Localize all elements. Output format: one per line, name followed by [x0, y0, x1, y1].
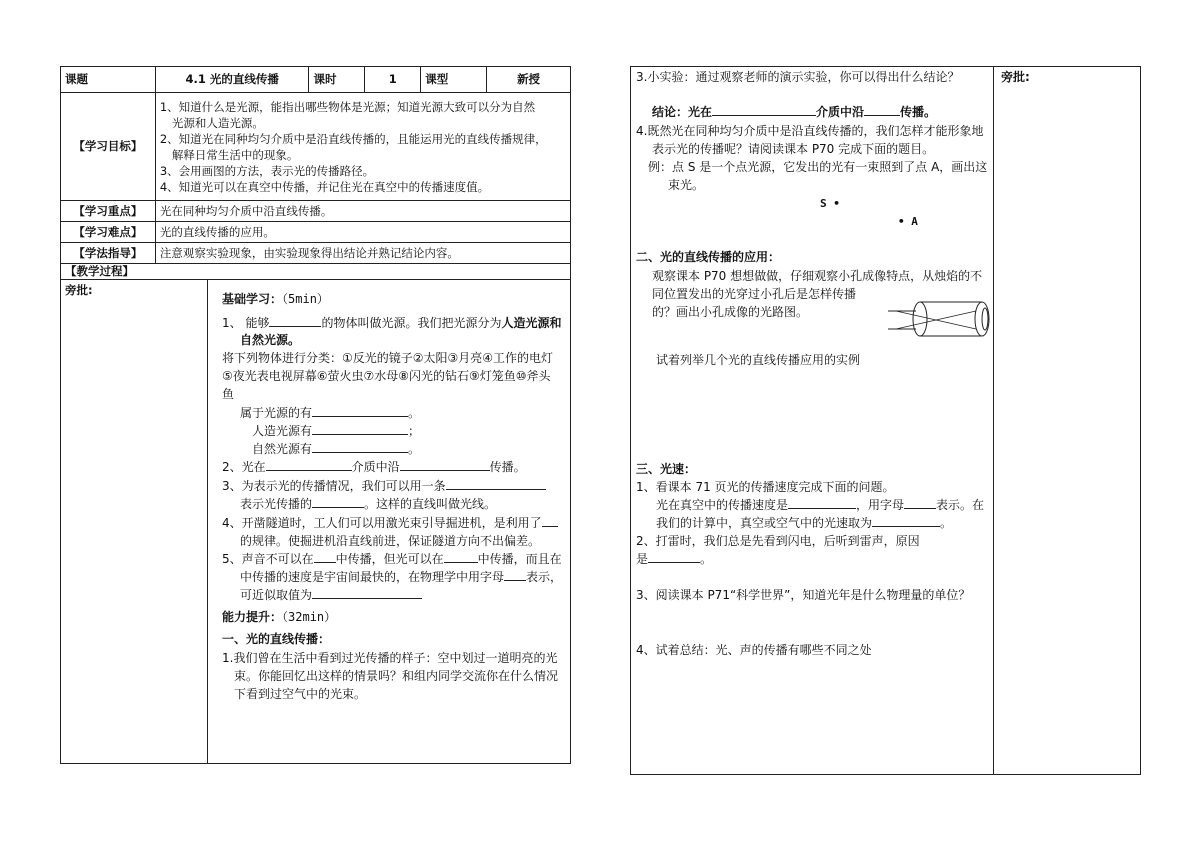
blank[interactable] [712, 103, 816, 116]
application-line-3: 的？画出小孔成像的光路图。 [652, 305, 809, 319]
application-examples: 试着列举几个光的直线传播应用的实例 [656, 353, 861, 367]
classify-line-3: 鱼 [222, 387, 235, 401]
goals-label: 【学习目标】 [61, 93, 156, 201]
blank[interactable] [788, 496, 856, 509]
blank[interactable] [446, 477, 546, 490]
goal-line: 光源和人造光源。 [171, 115, 264, 130]
conclusion-line: 结论：光在 介质中沿 传播。 [652, 105, 937, 119]
blank[interactable] [266, 458, 352, 471]
example-line: 例：点 S 是一个点光源，它发出的光有一束照到了点 A，画出这 [648, 160, 988, 174]
section-1-q1-cont2: 下看到过空气中的光束。 [234, 687, 367, 701]
blank[interactable] [269, 314, 321, 327]
header-row [61, 67, 571, 93]
pinhole-camera-illustration [886, 297, 996, 341]
header-key-topic: 课题 [61, 67, 156, 93]
artificial-source-list: 人造光源有 ； [252, 424, 421, 438]
question-5: 5、声音不可以在 中传播，但光可以在 中传播，而且在 [222, 552, 562, 566]
blank[interactable] [444, 550, 478, 563]
goals-row [61, 93, 571, 201]
classify-line-2: ⑤夜光表电视屏幕⑥萤火虫⑦水母⑧闪光的钻石⑨灯笼鱼⑩斧头 [222, 369, 551, 383]
header-key-period: 课时 [309, 67, 365, 93]
right-side-note-label: 旁批: [1001, 70, 1030, 84]
goal-line: 2、知道光在同种均匀介质中是沿直线传播的，且能运用光的直线传播规律， [159, 131, 547, 146]
goal-line: 1、知道什么是光源，能指出哪些物体是光源；知道光源大致可以分为自然 [159, 99, 536, 114]
method-text: 注意观察实验现象，由实验现象得出结论并熟记结论内容。 [155, 243, 570, 264]
section-1-title: 一、光的直线传播： [222, 632, 331, 646]
header-period: 1 [365, 67, 421, 93]
side-note-column [61, 280, 208, 764]
blank[interactable] [904, 496, 936, 509]
question-5-value: 可近似取值为 [240, 586, 422, 604]
question-3: 3、为表示光的传播情况，我们可以用一条 [222, 477, 546, 495]
blank[interactable] [314, 550, 336, 563]
header-key-type: 课型 [421, 67, 487, 93]
basic-time: （5min） [282, 292, 329, 306]
question-4-right: 4.既然光在同种均匀介质中是沿直线传播的，我们怎样才能形象地 [636, 124, 984, 138]
goal-line: 4、知道光可以在真空中传播，并记住光在真空中的传播速度值。 [159, 179, 490, 194]
question-2: 2、光在 介质中沿 传播。 [222, 460, 526, 474]
goals-text [155, 93, 570, 201]
process-label: 【教学过程】 [61, 264, 571, 280]
ability-time: （32min） [282, 610, 337, 624]
header-type: 新授 [487, 67, 571, 93]
difficulty-text: 光的直线传播的应用。 [155, 222, 570, 243]
blank[interactable] [648, 550, 700, 563]
blank[interactable] [400, 458, 490, 471]
section-3-title: 三、光速： [636, 462, 697, 476]
question-5-cont: 中传播的速度是宇宙间最快的，在物理学中用字母 表示， [240, 570, 563, 584]
classify-line-1: 将下列物体进行分类：①反光的镜子②太阳③月亮④工作的电灯 [222, 351, 554, 365]
question-3-cont: 表示光传播的 。这样的直线叫做光线。 [240, 497, 497, 511]
question-1-cont: 自然光源。 [240, 333, 301, 347]
goal-line: 3、会用画图的方法，表示光的传播路径。 [159, 163, 375, 178]
blank[interactable] [312, 422, 408, 435]
experiment-question: 3.小实验：通过观察老师的演示实验，你可以得出什么结论？ [636, 70, 960, 84]
blank[interactable] [504, 568, 526, 581]
thunder-answer: 是 。 [636, 552, 713, 566]
blank[interactable] [872, 514, 940, 527]
blank[interactable] [312, 440, 408, 453]
speed-question-1: 1、看课本 71 页光的传播速度完成下面的问题。 [636, 480, 895, 494]
method-label: 【学法指导】 [61, 243, 156, 264]
key-point-label: 【学习重点】 [61, 201, 156, 222]
goal-line: 解释日常生活中的现象。 [171, 147, 299, 162]
speed-question-1-a: 光在真空中的传播速度是 ，用字母 表示。在 [656, 498, 985, 512]
section-1-q1-cont: 束。你能回忆出这样的情景吗？和组内同学交流你在什么情况 [234, 669, 559, 683]
speed-question-1-b: 我们的计算中，真空或空气中的光速取为 。 [656, 516, 953, 530]
summary-question: 4、试着总结：光、声的传播有哪些不同之处 [636, 643, 872, 657]
point-s-label: S • [820, 197, 840, 210]
blank[interactable] [312, 586, 422, 599]
ability-title: 能力提升： [222, 610, 283, 624]
question-4: 4、开凿隧道时，工人们可以用激光束引导掘进机，是利用了 [222, 514, 558, 532]
point-a-label: • A [898, 215, 918, 228]
thunder-question: 2、打雷时，我们总是先看到闪电，后听到雷声，原因 [636, 534, 920, 548]
blank[interactable] [542, 514, 558, 527]
difficulty-label: 【学习难点】 [61, 222, 156, 243]
example-line-cont: 束光。 [668, 178, 705, 192]
light-year-question: 3、阅读课本 P71“科学世界”，知道光年是什么物理量的单位？ [636, 588, 971, 602]
natural-source-list: 自然光源有 。 [252, 442, 421, 456]
header-topic: 4.1 光的直线传播 [155, 67, 309, 93]
application-line-1: 观察课本 P70 想想做做，仔细观察小孔成像特点，从烛焰的不 [652, 269, 983, 283]
blank[interactable] [312, 495, 364, 508]
side-note-label: 旁批: [65, 283, 93, 297]
question-4-right-cont: 表示光的传播呢？请阅读课本 P70 完成下面的题目。 [652, 142, 935, 156]
section-2-title: 二、光的直线传播的应用： [636, 250, 781, 264]
question-1: 1、 能够 的物体叫做光源。我们把光源分为人造光源和 [222, 316, 562, 330]
key-point-text: 光在同种均匀介质中沿直线传播。 [155, 201, 570, 222]
application-line-2: 同位置发出的光穿过小孔后是怎样传播 [652, 287, 857, 301]
section-1-q1: 1.我们曾在生活中看到过光传播的样子：空中划过一道明亮的光 [222, 651, 558, 665]
blank[interactable] [864, 103, 900, 116]
light-source-list: 属于光源的有 。 [240, 406, 421, 420]
blank[interactable] [312, 404, 408, 417]
question-4-cont: 的规律。使掘进机沿直线前进，保证隧道方向不出偏差。 [240, 534, 541, 548]
basic-title: 基础学习： [222, 292, 283, 306]
right-column-divider [993, 66, 994, 775]
